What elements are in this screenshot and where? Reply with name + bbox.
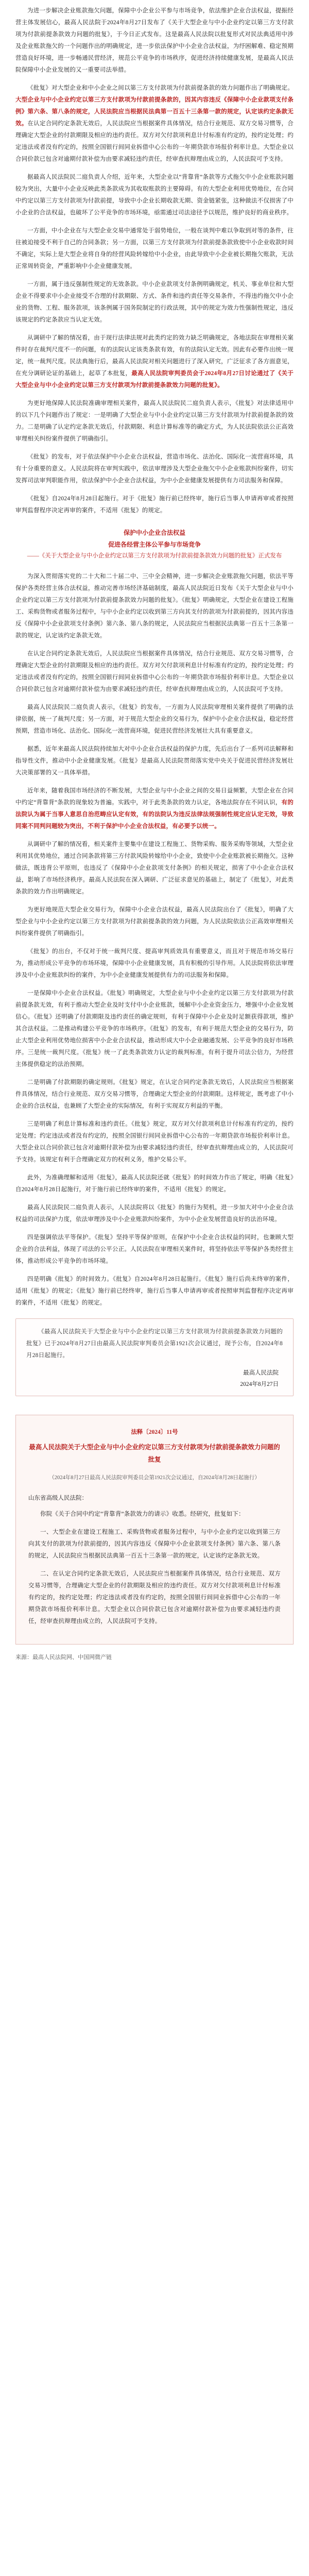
body-paragraph-5: [15, 785, 294, 833]
document-paragraph-3: 二、在认定合同约定条款无效后，人民法院应当根据案件具体情况，结合行业规范、双方交易习惯等，合理确定大型企业的付款期限及相应的违约责任。双方对欠付款项利息计付标准有约定的，按约定处理；约定违法或者没有约定的，按照全国银行间同业拆借中心公布的一年期贷款市场报价利率计息。大型企业以合同价款已包含对逾期付款补偿为由要求减轻违约责任，经审查抗辩理由成立的，人民法院可予支持。: [28, 1570, 281, 1624]
body-paragraph-10: 二是明确了付款期限的确定规则。《批复》规定，在认定合同约定条款无效后，人民法院应当根据案件具体情况，结合行业规范、双方交易习惯等，合理确定大型企业的付款期限。这样规定，既考虑了中小企业的合法权益，也兼顾了大型企业的实际情况，有利于实现双方利益的平衡。: [15, 1079, 294, 1110]
publication-notice: [15, 1318, 294, 1396]
signature-date: 2024年8月27日: [240, 1381, 279, 1388]
section-title-line-1: 保护中小企业合法权益: [123, 529, 185, 536]
intro-paragraph-8: 《批复》的发布，对于依法保护中小企业合法权益，营造市场化、法治化、国际化一流营商环境，具有十分重要的意义。人民法院将在审判实践中，依法审理涉及大型企业拖欠中小企业账款纠纷案件，切实发挥司法审判职能作用，依法保护中小企业合法权益，为中小企业健康发展提供有力司法服务和保障。: [15, 454, 294, 484]
intro-paragraph-1: 为进一步解决企业账款拖欠问题，保障中小企业公平参与市场竞争，依法维护企业合法权益，提振经营主体发展信心，最高人民法院于2024年8月27日发布了《关于大型企业与中小企业约定以第三方支付款项为付款前提条款效力问题的批复》，于今日正式发布。这是最高人民法院以批复形式对民法典适用中涉及企业账款拖欠的一个问题作出的明确规定，进一步依法保护中小企业合法权益，为纾困解难、稳定预期营造良好环境，进一步畅通民营经济，规范公平竞争的市场秩序，促进经济持续健康发展，是最高人民法院保障中小企业发展的又一重要司法举措。: [15, 8, 294, 73]
body-paragraph-2: 在认定合同约定条款无效后，人民法院应当根据案件具体情况，结合行业规范、双方交易习惯等，合理确定大型企业的付款期限及相应的违约责任。双方对欠付款项利息计付标准有约定的，按约定处理；约定违法或者没有约定的，按照全国银行间同业拆借中心公布的一年期贷款市场报价利率计息。大型企业以合同价款已包含对逾期付款补偿为由要求减轻违约责任，经审查抗辩理由成立的，人民法院可予支持。: [15, 651, 294, 693]
body-paragraph-9: 一是保障中小企业合法权益。《批复》明确规定，大型企业与中小企业约定以第三方支付款项为付款前提条款无效，有利于推动大型企业及时支付中小企业账款，缓解中小企业资金压力，增强中小企业发展信心。《批复》还明确了付款期限及违约责任的确定规则，有利于保障中小企业及时足额获得款项，维护其合法权益。二是推动构建公平竞争的市场秩序。《批复》的发布，有利于规范大型企业的交易行为，防止大型企业利用优势地位损害中小企业合法权益，推动形成大中小企业融通发展、公平竞争的良好市场秩序。三是统一裁判尺度。《批复》统一了此类条款效力认定的裁判标准，有利于提升司法公信力，为经营主体提供稳定的法治预期。: [15, 990, 294, 1068]
body-paragraph-6: 从调研中了解的情况看，相关案件主要集中在建设工程施工、货物采购、服务采购等领域，大型企业利用其优势地位，通过合同条款将第三方付款风险转嫁给中小企业，致使中小企业账款被长期拖欠。这种做法，既违背公平原则，也违反了《保障中小企业款项支付条例》的相关规定，损害了中小企业合法权益，影响了市场经济秩序。最高人民法院在深入调研、广泛征求意见的基础上，制定了《批复》，对此类条款的效力作出明确规定。: [15, 841, 294, 895]
body-paragraph-3: 最高人民法院民二庭负责人表示，《批复》的发布，一方面为人民法院审理相关案件提供了明确的法律依据，统一了裁判尺度；另一方面，对于规范大型企业的交易行为，保护中小企业合法权益，稳定经营预期，营造市场化、法治化、国际化一流营商环境，促进民营经济发展壮大具有重要意义。: [15, 704, 294, 735]
body-paragraph-13: 最高人民法院民二庭负责人表示，人民法院将以《批复》的施行为契机，进一步加大对中小企业合法权益的司法保护力度，依法审理涉及中小企业账款纠纷案件，为中小企业发展营造良好的法治环境。: [15, 1205, 294, 1223]
document-number: 法释〔2024〕11号: [131, 1429, 178, 1436]
body-paragraph-8: 《批复》的出台，不仅对于统一裁判尺度、提高审判质效具有重要意义，而且对于规范市场交易行为，推动形成公平竞争的市场环境，保障中小企业健康发展，具有积极的引导作用。人民法院将依法审理涉及中小企业账款纠纷的案件，为中小企业健康发展提供有力的司法服务和保障。: [15, 948, 294, 979]
intro-highlight-2: 最高人民法院审判委员会于2024年8月27日讨论通过了《关于大型企业与中小企业约定以第三方支付款项为付款前提条款效力问题的批复》。: [15, 370, 294, 388]
body-paragraph-14: 四是强调依法平等保护。《批复》坚持平等保护原则，在保护中小企业合法权益的同时，也兼顾大型企业的合法利益，体现了司法的公平公正。人民法院在审理相关案件时，将坚持依法平等保护各类经营主体，推动形成公平竞争的市场环境。: [15, 1234, 294, 1265]
notice-text: 《最高人民法院关于大型企业与中小企业约定以第三方支付款项为付款前提条款效力问题的批复》已于2024年8月27日由最高人民法院审判委员会第1921次会议通过，现予公布，自2024年8月28日起施行。: [26, 1329, 283, 1359]
body-paragraph-15: 四是明确《批复》的时间效力。《批复》自2024年8月28日起施行。《批复》施行后尚未终审的案件，适用《批复》的规定；《批复》施行前已经终审，施行后当事人申请再审或者按照审判监督程序决定再审的案件，不适用《批复》的规定。: [15, 1276, 294, 1307]
document-paragraph-2: 一、大型企业在建设工程施工、采购货物或者服务过程中，与中小企业约定以收到第三方向其支付的款项为付款前提的，因其内容违反《保障中小企业款项支付条例》第六条、第八条的规定，人民法院应当根据民法典第一百五十三条第一款的规定，认定该约定条款无效。: [28, 1529, 281, 1559]
signature-org: 最高人民法院: [243, 1370, 279, 1377]
body-paragraph-1: 为深入贯彻落实党的二十大和二十届二中、三中全会精神，进一步解决企业账款拖欠问题，依法平等保护各类经营主体合法权益，推动完善市场经济基础制度，最高人民法院近日发布《关于大型企业与中小企业约定以第三方支付款项为付款前提条款效力问题的批复》。《批复》明确规定，大型企业在建设工程施工、采购货物或者服务过程中，与中小企业约定以收到第三方向其支付的款项为付款前提的，因其内容违反《保障中小企业款项支付条例》第六条、第八条的规定，人民法院应当根据民法典第一百五十三条第一款的规定，认定该约定条款无效。: [15, 573, 294, 639]
notice-signature: [26, 1368, 283, 1391]
section-title: [15, 527, 294, 562]
section-title-line-2: 促进各经营主体公平参与市场竞争: [108, 540, 201, 548]
body-paragraph-11: 三是明确了利息计算标准和违约责任。《批复》规定，双方对欠付款项利息计付标准有约定的，按约定处理；约定违法或者没有约定的，按照全国银行间同业拆借中心公布的一年期贷款市场报价利率计息。大型企业以合同价款已包含对逾期付款补偿为由要求减轻违约责任，经审查抗辩理由成立的，人民法院可予支持。该规定有利于合理确定双方的权利义务，维护交易公平。: [15, 1121, 294, 1163]
body-highlight: 有的法院认为属于当事人意思自治范畴应认定有效，有的法院认为违反法律法规强制性规定应认定无效，导致同案不同判问题较为突出，不利于保护中小企业合法权益，有必要予以统一。: [15, 800, 294, 830]
intro-paragraph-6: [15, 332, 294, 392]
intro-paragraph-9: 《批复》自2024年8月28日起施行。对于《批复》施行前已经终审，施行后当事人申请再审或者按照审判监督程序决定再审的案件，不适用《批复》的规定。: [15, 496, 294, 514]
intro-paragraph-5: 一方面，属于违反强制性规定的无效条款。中小企业款项支付条例明确规定，机关、事业单位和大型企业不得要求中小企业接受不合理的付款期限、方式、条件和违约责任等交易条件，不得违约拖欠中小企业的货物、工程、服务款项，该条例属于国务院制定的行政法规，其中的规定为效力性强制性规定，违反该规定的约定条款应当认定无效。: [15, 281, 294, 323]
intro-paragraph-2: [15, 82, 294, 165]
body-paragraph-7: 为更好地规范大型企业交易行为，保障中小企业合法权益，最高人民法院出台了《批复》，明确了大型企业与中小企业约定以第三方支付款项为付款前提条款的效力问题，为人民法院依法公正高效审理相关纠纷案件提供了明确指引。: [15, 907, 294, 937]
intro-paragraph-3: 据最高人民法院民二庭负责人介绍，近年来，大型企业以“背靠背”条款等方式拖欠中小企业账款问题较为突出，大量中小企业反映此类条款成为其收取账款的主要障碍。有的大型企业利用优势地位，在合同中约定以第三方支付款项为付款前提，导致中小企业长期收款无期、资金链紧张，这种做法不仅损害了中小企业的合法权益，也破坏了公平竞争的市场环境，亟需通过司法途径予以规范，维护良好的商业秩序。: [15, 174, 294, 216]
intro-highlight-1: 大型企业与中小企业约定以第三方支付款项为付款前提条款的，因其内容违反《保障中小企业款项支付条例》第六条、第八条的规定，人民法院应当根据民法典第一百五十三条第一款的规定，认定该约定条款无效。: [15, 97, 294, 127]
intro-paragraph-6-lead: 从调研中了解的情况看，由于现行法律法规对此类约定的效力缺乏明确规定，各地法院在审理相关案件时存在裁判尺度不一的问题，有的法院认定该类条款有效，有的法院认定无效。因此有必要作出统一规定，统一裁判尺度。民法典施行后，最高人民法院对相关问题进行了深入研究，广泛征求了各方面意见，在充分调研论证的基础上，起草了本批复，: [15, 335, 294, 377]
body-paragraph-4: 据悉，近年来最高人民法院持续加大对中小企业合法权益的保护力度，先后出台了一系列司法解释和指导性文件，推动中小企业健康发展。《批复》是最高人民法院贯彻落实党中央关于促进民营经济发展壮大决策部署的又一具体举措。: [15, 746, 294, 776]
intro-paragraph-2-tail: 在认定合同约定条款无效后，人民法院应当根据案件具体情况，结合行业规范、双方交易习惯等，合理确定大型企业的付款期限及相应的违约责任。双方对欠付款项利息计付标准有约定的，按约定处理；约定违法或者没有约定的，按照全国银行间同业拆借中心公布的一年期贷款市场报价利率计息。大型企业以合同价款已包含对逾期付款补偿为由要求减轻违约责任，经审查抗辩理由成立的，人民法院可予支持。: [15, 121, 294, 162]
document-paragraph-1: 你院《关于合同中约定“背靠背”条款效力的请示》收悉。经研究，批复如下：: [40, 1511, 245, 1517]
intro-paragraph-2-lead: 《批复》对大型企业和中小企业之间以第三方支付款项为付款前提条款的效力问题作出了明确规定。: [27, 85, 294, 91]
document-meta: （2024年8月27日最高人民法院审判委员会第1921次会议通过，自2024年8月28日起施行）: [49, 1475, 260, 1481]
document-salutation: 山东省高级人民法院：: [28, 1495, 88, 1501]
body-paragraph-5-lead: 近年来，随着我国市场经济的不断发展，大型企业与中小企业之间的交易日益频繁，大型企业在合同中约定“背靠背”条款的现象较为普遍。实践中，对于此类条款的效力认定，各地法院存在不同认识，: [15, 788, 294, 806]
source-attribution: 来源：最高人民法院网、中国网微产链: [15, 1654, 112, 1660]
section-subtitle: ——《关于大型企业与中小企业约定以第三方支付款项为付款前提条款效力问题的批复》正式发布: [27, 552, 282, 559]
intro-paragraph-7: 为更好地保障人民法院准确审理相关案件，最高人民法院民二庭负责人表示，《批复》对法律适用中的以下几个问题作出了规定：一是明确了大型企业与中小企业约定以第三方支付款项为付款前提条款的效力。二是明确了认定约定条款无效后，付款期限、利息计算标准等的确定方式，为人民法院依法公正高效审理相关纠纷案件提供了明确指引。: [15, 400, 294, 442]
body-paragraph-12: 此外，为准确理解和适用《批复》，最高人民法院还就《批复》的时间效力作出了规定，明确《批复》自2024年8月28日起施行，对于施行前已经终审的案件，不适用《批复》的规定。: [15, 1175, 294, 1193]
official-document-card: [15, 1415, 294, 1644]
intro-paragraph-4: 一方面，中小企业在与大型企业交易中通常处于弱势地位，一般在谈判中难以争取到对等的条件，往往被迫接受不利于自己的合同条款；另一方面，以第三方支付款项为付款前提条款致使中小企业收款时间不确定，实际上是大型企业将自身的经营风险转嫁给中小企业，由此导致中小企业被长期拖欠账款，无法正常周转资金，严重影响中小企业健康发展。: [15, 228, 294, 269]
document-title: 最高人民法院关于大型企业与中小企业约定以第三方支付款项为付款前提条款效力问题的批复: [29, 1444, 280, 1463]
